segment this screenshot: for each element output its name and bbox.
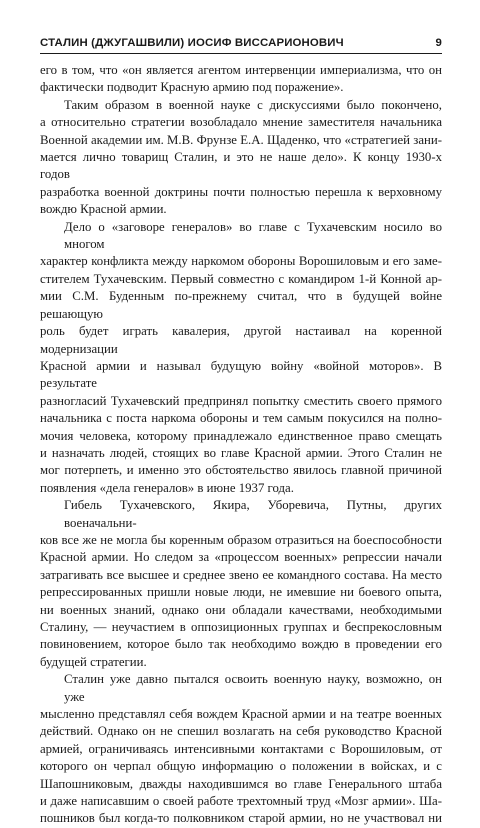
text-line: Гибель Тухачевского, Якира, Уборевича, Путны, других военачальни-: [64, 498, 442, 530]
text-line: Сталину, — неучастием в оппозиционных группах и беспрекословным: [40, 620, 442, 634]
text-line: и назначать людей, стоящих во главе Красной армии. Этого Сталин не: [40, 445, 442, 460]
text-line: которого он черпал общую информацию о положении в войсках, и с: [40, 759, 442, 774]
text-line: разработка военной доктрины почти полностью перешла к верховному: [40, 184, 442, 199]
text-line: действий. Однако он не спешил возлагать на себя руководство Красной: [40, 724, 442, 739]
text-line: Красной армии и называл будущую войну «войной моторов». В результате: [40, 358, 442, 391]
text-line: Дело о «заговоре генералов» во главе с Тухачевским носило во многом: [64, 219, 442, 252]
paragraph: [40, 671, 442, 828]
text-line: роль будет играть кавалерия, другой настаивал на коренной модернизации: [40, 324, 442, 356]
text-line: пошников был когда-то полковником старой армии, но не участвовал ни: [40, 811, 442, 826]
text-line: фактически подводит Красную армию под поражение».: [40, 80, 344, 95]
text-line: мается лично товарищ Сталин, и это не наше дело». К концу 1930-х годов: [40, 150, 442, 182]
running-header-title: СТАЛИН (ДЖУГАШВИЛИ) ИОСИФ ВИССАРИОНОВИЧ: [40, 37, 344, 49]
running-header: [40, 37, 442, 49]
paragraph: [40, 62, 442, 97]
text-line: характер конфликта между наркомом обороны Ворошиловым и его заме-: [40, 254, 442, 269]
text-line: Таким образом в военной науке с дискуссиями было покончено,: [64, 97, 442, 112]
text-line: мочия человека, которому принадлежало единственное право смещать: [40, 428, 442, 443]
body-text: [40, 62, 442, 828]
header-rule: [40, 53, 442, 54]
page-number: 9: [435, 37, 442, 49]
text-line: мии С.М. Буденным по-прежнему считал, что в будущей войне решающую: [40, 289, 442, 321]
text-line: ков все же не могла бы коренным образом отразиться на боеспособности: [40, 532, 442, 547]
text-line: затрагивать все высшее и среднее звено ее командного состава. На место: [40, 567, 442, 582]
text-line: мог потерпеть, и именно это обстоятельство явилось главной причиной: [40, 463, 442, 478]
text-line: армией, ограничиваясь интенсивными контактами с Ворошиловым, от: [40, 741, 442, 756]
text-line: репрессированных пришли новые люди, не имевшие ни боевого опыта,: [40, 585, 442, 600]
text-line: стителем Тухачевским. Первый совместно с командиром 1-й Конной ар-: [40, 271, 442, 286]
text-line: мысленно представлял себя вождем Красной армии и на театре военных: [40, 707, 442, 722]
paragraph: [40, 497, 442, 671]
text-line: Шапошниковым, дважды находившимся во главе Генерального штаба: [40, 776, 442, 791]
paragraph: [40, 97, 442, 219]
paragraph: [40, 219, 442, 498]
text-line: Красной армии. Но следом за «процессом военных» репрессии начали: [40, 550, 442, 565]
text-line: ни военных знаний, однако они обладали качествами, необходимыми: [40, 602, 442, 617]
text-line: Военной академии им. М.В. Фрунзе Е.А. Щаденко, что «стратегией зани-: [40, 132, 442, 147]
text-line: повиновением, которое было так необходимо вождю в проведении его: [40, 637, 442, 652]
text-line: будущей стратегии.: [40, 654, 147, 669]
text-line: появления «дела генералов» в июне 1937 года.: [40, 480, 294, 495]
text-line: а относительно стратегии возобладало мнение заместителя начальника: [40, 115, 442, 130]
text-line: начальника с поста наркома обороны и тем самым покусился на полно-: [40, 411, 442, 426]
text-line: вождю Красной армии.: [40, 202, 167, 217]
text-line: его в том, что «он является агентом интервенции империализма, что он: [40, 63, 442, 77]
text-line: разногласий Тухачевский предпринял попытку сместить своего прямого: [40, 393, 442, 408]
text-line: и даже написавшим о своей работе трехтомный труд «Мозг армии». Ша-: [40, 794, 442, 809]
text-line: Сталин уже давно пытался освоить военную науку, возможно, он уже: [64, 672, 442, 704]
